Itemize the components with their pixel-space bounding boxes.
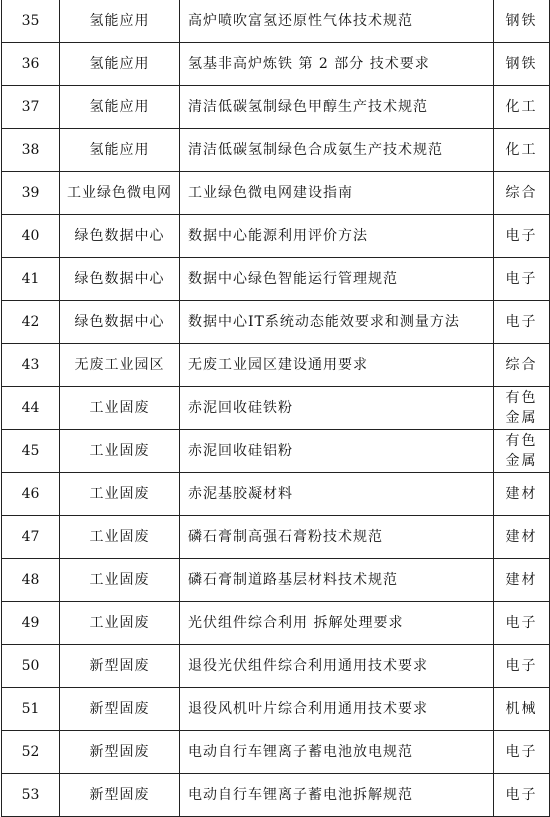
row-number: 41 bbox=[2, 258, 60, 301]
row-field: 新型固废 bbox=[60, 774, 180, 817]
row-field: 新型固废 bbox=[60, 688, 180, 731]
row-field: 绿色数据中心 bbox=[60, 301, 180, 344]
table-row bbox=[2, 731, 550, 774]
row-standard-name: 清洁低碳氢制绿色甲醇生产技术规范 bbox=[180, 86, 494, 129]
row-field: 绿色数据中心 bbox=[60, 258, 180, 301]
row-industry: 化工 bbox=[494, 129, 550, 172]
row-industry: 电子 bbox=[494, 258, 550, 301]
table-row bbox=[2, 172, 550, 215]
row-field: 工业固废 bbox=[60, 602, 180, 645]
row-field: 工业绿色微电网 bbox=[60, 172, 180, 215]
row-industry: 综合 bbox=[494, 344, 550, 387]
row-standard-name: 退役光伏组件综合利用通用技术要求 bbox=[180, 645, 494, 688]
row-industry: 建材 bbox=[494, 516, 550, 559]
row-number: 46 bbox=[2, 473, 60, 516]
row-standard-name: 光伏组件综合利用 拆解处理要求 bbox=[180, 602, 494, 645]
row-field: 新型固废 bbox=[60, 645, 180, 688]
row-standard-name: 工业绿色微电网建设指南 bbox=[180, 172, 494, 215]
row-number: 40 bbox=[2, 215, 60, 258]
row-industry: 化工 bbox=[494, 86, 550, 129]
row-industry-text: 有色金属 bbox=[505, 433, 538, 469]
row-industry: 电子 bbox=[494, 602, 550, 645]
row-field: 氢能应用 bbox=[60, 0, 180, 43]
row-number: 37 bbox=[2, 86, 60, 129]
table-row bbox=[2, 430, 550, 473]
row-standard-name: 氢基非高炉炼铁 第 2 部分 技术要求 bbox=[180, 43, 494, 86]
row-field: 工业固废 bbox=[60, 473, 180, 516]
row-standard-name: 电动自行车锂离子蓄电池拆解规范 bbox=[180, 774, 494, 817]
row-number: 43 bbox=[2, 344, 60, 387]
row-standard-name: 高炉喷吹富氢还原性气体技术规范 bbox=[180, 0, 494, 43]
row-industry: 电子 bbox=[494, 301, 550, 344]
row-standard-name: 磷石膏制高强石膏粉技术规范 bbox=[180, 516, 494, 559]
row-industry: 机械 bbox=[494, 688, 550, 731]
row-number: 36 bbox=[2, 43, 60, 86]
row-standard-name: 电动自行车锂离子蓄电池放电规范 bbox=[180, 731, 494, 774]
row-industry: 电子 bbox=[494, 645, 550, 688]
row-industry: 建材 bbox=[494, 559, 550, 602]
row-industry: 钢铁 bbox=[494, 0, 550, 43]
row-field: 无废工业园区 bbox=[60, 344, 180, 387]
row-industry-text: 有色金属 bbox=[505, 390, 538, 426]
row-number: 52 bbox=[2, 731, 60, 774]
row-number: 48 bbox=[2, 559, 60, 602]
standards-table-body bbox=[2, 0, 550, 817]
row-industry bbox=[494, 430, 550, 473]
table-row bbox=[2, 43, 550, 86]
row-industry: 建材 bbox=[494, 473, 550, 516]
row-standard-name: 赤泥回收硅铁粉 bbox=[180, 387, 494, 430]
row-field: 工业固废 bbox=[60, 387, 180, 430]
row-industry: 电子 bbox=[494, 774, 550, 817]
row-standard-name: 数据中心绿色智能运行管理规范 bbox=[180, 258, 494, 301]
row-field: 新型固废 bbox=[60, 731, 180, 774]
row-standard-name: 退役风机叶片综合利用通用技术要求 bbox=[180, 688, 494, 731]
row-field: 工业固废 bbox=[60, 559, 180, 602]
table-row bbox=[2, 602, 550, 645]
row-field: 工业固废 bbox=[60, 516, 180, 559]
row-standard-name: 磷石膏制道路基层材料技术规范 bbox=[180, 559, 494, 602]
row-number: 39 bbox=[2, 172, 60, 215]
row-standard-name: 无废工业园区建设通用要求 bbox=[180, 344, 494, 387]
row-standard-name: 清洁低碳氢制绿色合成氨生产技术规范 bbox=[180, 129, 494, 172]
row-number: 47 bbox=[2, 516, 60, 559]
row-standard-name: 数据中心IT系统动态能效要求和测量方法 bbox=[180, 301, 494, 344]
table-row bbox=[2, 0, 550, 43]
row-number: 51 bbox=[2, 688, 60, 731]
row-field: 氢能应用 bbox=[60, 43, 180, 86]
table-row bbox=[2, 86, 550, 129]
row-number: 53 bbox=[2, 774, 60, 817]
table-row bbox=[2, 387, 550, 430]
row-field: 工业固废 bbox=[60, 430, 180, 473]
table-row bbox=[2, 645, 550, 688]
row-field: 氢能应用 bbox=[60, 129, 180, 172]
table-row bbox=[2, 258, 550, 301]
row-industry: 综合 bbox=[494, 172, 550, 215]
row-number: 45 bbox=[2, 430, 60, 473]
table-row bbox=[2, 344, 550, 387]
row-standard-name: 赤泥回收硅铝粉 bbox=[180, 430, 494, 473]
table-row bbox=[2, 301, 550, 344]
row-industry bbox=[494, 387, 550, 430]
row-standard-name: 赤泥基胶凝材料 bbox=[180, 473, 494, 516]
table-row bbox=[2, 559, 550, 602]
row-standard-name: 数据中心能源利用评价方法 bbox=[180, 215, 494, 258]
table-row bbox=[2, 774, 550, 817]
row-number: 44 bbox=[2, 387, 60, 430]
row-number: 42 bbox=[2, 301, 60, 344]
row-field: 绿色数据中心 bbox=[60, 215, 180, 258]
row-number: 38 bbox=[2, 129, 60, 172]
row-number: 35 bbox=[2, 0, 60, 43]
row-industry: 电子 bbox=[494, 731, 550, 774]
table-row bbox=[2, 473, 550, 516]
table-row bbox=[2, 129, 550, 172]
row-number: 50 bbox=[2, 645, 60, 688]
row-industry: 钢铁 bbox=[494, 43, 550, 86]
row-field: 氢能应用 bbox=[60, 86, 180, 129]
table-row bbox=[2, 516, 550, 559]
row-number: 49 bbox=[2, 602, 60, 645]
standards-table bbox=[1, 0, 550, 817]
table-row bbox=[2, 688, 550, 731]
table-row bbox=[2, 215, 550, 258]
row-industry: 电子 bbox=[494, 215, 550, 258]
